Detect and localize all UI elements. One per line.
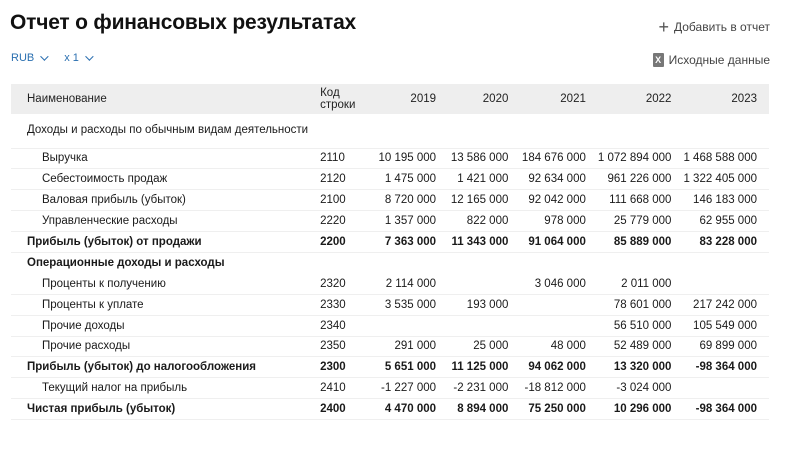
value-cell-2022: 111 668 000 bbox=[598, 190, 684, 211]
table-body bbox=[11, 114, 769, 420]
column-header-2019: 2019 bbox=[410, 93, 437, 105]
value-cell-2023: 1 468 588 000 bbox=[683, 148, 769, 169]
column-header-2020: 2020 bbox=[482, 93, 509, 105]
value-cell-2021: 92 042 000 bbox=[520, 190, 598, 211]
value-cell-2023: 217 242 000 bbox=[683, 294, 769, 315]
row-name-cell: Прочие доходы bbox=[11, 315, 320, 336]
value-cell-2020: 1 421 000 bbox=[448, 169, 520, 190]
row-code-cell: 2320 bbox=[320, 273, 374, 294]
value-cell-2019: 1 357 000 bbox=[374, 211, 448, 232]
value-cell-2019: 10 195 000 bbox=[374, 148, 448, 169]
add-to-report-button[interactable] bbox=[658, 17, 770, 37]
table-row bbox=[11, 294, 769, 315]
value-cell-2019: 5 651 000 bbox=[374, 357, 448, 378]
row-name-cell: Чистая прибыль (убыток) bbox=[11, 399, 320, 420]
value-cell-2019: 3 535 000 bbox=[374, 294, 448, 315]
chevron-down-icon bbox=[40, 52, 48, 60]
row-code-cell: 2100 bbox=[320, 190, 374, 211]
add-to-report-label: Добавить в отчет bbox=[673, 20, 770, 34]
value-cell-2022: -3 024 000 bbox=[598, 378, 684, 399]
row-code-cell: 2340 bbox=[320, 315, 374, 336]
value-cell-2022 bbox=[598, 114, 684, 148]
value-cell-2020: 25 000 bbox=[448, 336, 520, 357]
row-code-cell: 2110 bbox=[320, 148, 374, 169]
financial-results-table bbox=[11, 84, 769, 420]
row-code-cell: 2330 bbox=[320, 294, 374, 315]
value-cell-2022: 1 072 894 000 bbox=[598, 148, 684, 169]
table-row bbox=[11, 273, 769, 294]
value-cell-2020: 8 894 000 bbox=[448, 399, 520, 420]
value-cell-2021: 48 000 bbox=[520, 336, 598, 357]
value-cell-2022: 25 779 000 bbox=[598, 211, 684, 232]
value-cell-2019: 1 475 000 bbox=[374, 169, 448, 190]
value-cell-2023 bbox=[683, 114, 769, 148]
currency-value: RUB bbox=[11, 52, 35, 64]
value-cell-2020 bbox=[448, 252, 520, 273]
value-cell-2022: 13 320 000 bbox=[598, 357, 684, 378]
value-cell-2023 bbox=[683, 273, 769, 294]
row-code-cell bbox=[320, 114, 374, 148]
value-cell-2022: 85 889 000 bbox=[598, 232, 684, 253]
table-row bbox=[11, 148, 769, 169]
row-code-cell: 2120 bbox=[320, 169, 374, 190]
table-row bbox=[11, 378, 769, 399]
row-code-cell: 2300 bbox=[320, 357, 374, 378]
column-header-name: Наименование bbox=[27, 93, 107, 105]
value-cell-2023 bbox=[683, 252, 769, 273]
row-name-cell: Валовая прибыль (убыток) bbox=[11, 190, 320, 211]
table-row bbox=[11, 399, 769, 420]
value-cell-2022: 78 601 000 bbox=[598, 294, 684, 315]
value-cell-2020 bbox=[448, 315, 520, 336]
value-cell-2021: 75 250 000 bbox=[520, 399, 598, 420]
value-cell-2019: 7 363 000 bbox=[374, 232, 448, 253]
table-row bbox=[11, 232, 769, 253]
value-cell-2020 bbox=[448, 273, 520, 294]
value-cell-2023: -98 364 000 bbox=[683, 357, 769, 378]
row-name-cell: Прочие расходы bbox=[11, 336, 320, 357]
value-cell-2019: 291 000 bbox=[374, 336, 448, 357]
value-cell-2023 bbox=[683, 378, 769, 399]
value-cell-2022: 961 226 000 bbox=[598, 169, 684, 190]
value-cell-2019: 4 470 000 bbox=[374, 399, 448, 420]
value-cell-2021: 94 062 000 bbox=[520, 357, 598, 378]
value-cell-2021 bbox=[520, 315, 598, 336]
table-row bbox=[11, 169, 769, 190]
value-cell-2021: 978 000 bbox=[520, 211, 598, 232]
value-cell-2021: 184 676 000 bbox=[520, 148, 598, 169]
value-cell-2020: -2 231 000 bbox=[448, 378, 520, 399]
row-code-cell: 2400 bbox=[320, 399, 374, 420]
value-cell-2019: 2 114 000 bbox=[374, 273, 448, 294]
value-cell-2020: 11 125 000 bbox=[448, 357, 520, 378]
row-name-cell: Прибыль (убыток) до налогообложения bbox=[11, 357, 320, 378]
table-row bbox=[11, 315, 769, 336]
table-row bbox=[11, 252, 769, 273]
controls-bar bbox=[11, 52, 91, 64]
row-name-cell: Проценты к получению bbox=[11, 273, 320, 294]
value-cell-2020 bbox=[448, 114, 520, 148]
currency-dropdown[interactable] bbox=[11, 52, 46, 64]
value-cell-2021 bbox=[520, 252, 598, 273]
value-cell-2019 bbox=[374, 315, 448, 336]
value-cell-2023: 62 955 000 bbox=[683, 211, 769, 232]
row-name-cell: Текущий налог на прибыль bbox=[11, 378, 320, 399]
value-cell-2019 bbox=[374, 252, 448, 273]
value-cell-2019: -1 227 000 bbox=[374, 378, 448, 399]
value-cell-2023: 146 183 000 bbox=[683, 190, 769, 211]
row-code-cell: 2350 bbox=[320, 336, 374, 357]
row-name-cell: Выручка bbox=[11, 148, 320, 169]
value-cell-2019: 8 720 000 bbox=[374, 190, 448, 211]
value-cell-2023: 69 899 000 bbox=[683, 336, 769, 357]
multiplier-value: x 1 bbox=[64, 52, 79, 64]
value-cell-2023: 105 549 000 bbox=[683, 315, 769, 336]
table-row bbox=[11, 336, 769, 357]
value-cell-2022 bbox=[598, 252, 684, 273]
excel-icon: X bbox=[653, 53, 664, 67]
value-cell-2021 bbox=[520, 294, 598, 315]
table-row bbox=[11, 211, 769, 232]
row-code-cell: 2200 bbox=[320, 232, 374, 253]
value-cell-2021: 91 064 000 bbox=[520, 232, 598, 253]
row-name-cell: Доходы и расходы по обычным видам деятельности bbox=[11, 114, 320, 148]
value-cell-2022: 10 296 000 bbox=[598, 399, 684, 420]
column-header-2023: 2023 bbox=[731, 93, 757, 105]
value-cell-2023: -98 364 000 bbox=[683, 399, 769, 420]
row-name-cell: Проценты к уплате bbox=[11, 294, 320, 315]
value-cell-2022: 52 489 000 bbox=[598, 336, 684, 357]
row-code-cell: 2220 bbox=[320, 211, 374, 232]
table-row bbox=[11, 114, 769, 148]
value-cell-2020: 12 165 000 bbox=[448, 190, 520, 211]
plus-icon: + bbox=[658, 17, 669, 37]
column-header-code: Код строки bbox=[320, 87, 356, 111]
value-cell-2023: 83 228 000 bbox=[683, 232, 769, 253]
table-row bbox=[11, 190, 769, 211]
row-name-cell: Управленческие расходы bbox=[11, 211, 320, 232]
value-cell-2020: 13 586 000 bbox=[448, 148, 520, 169]
row-code-cell bbox=[320, 252, 374, 273]
value-cell-2020: 193 000 bbox=[448, 294, 520, 315]
value-cell-2020: 11 343 000 bbox=[448, 232, 520, 253]
row-name-cell: Себестоимость продаж bbox=[11, 169, 320, 190]
page-title: Отчет о финансовых результатах bbox=[10, 11, 357, 34]
row-name-cell: Прибыль (убыток) от продажи bbox=[11, 232, 320, 253]
row-name-cell: Операционные доходы и расходы bbox=[27, 257, 225, 270]
multiplier-dropdown[interactable] bbox=[64, 52, 91, 64]
source-data-label: Исходные данные bbox=[668, 53, 770, 67]
column-header-2022: 2022 bbox=[645, 93, 672, 105]
value-cell-2021: 3 046 000 bbox=[520, 273, 598, 294]
value-cell-2020: 822 000 bbox=[448, 211, 520, 232]
table-row bbox=[11, 357, 769, 378]
value-cell-2021: 92 634 000 bbox=[520, 169, 598, 190]
value-cell-2021 bbox=[520, 114, 598, 148]
chevron-down-icon bbox=[85, 52, 93, 60]
column-header-2021: 2021 bbox=[560, 93, 586, 105]
value-cell-2019 bbox=[374, 114, 448, 148]
value-cell-2021: -18 812 000 bbox=[520, 378, 598, 399]
value-cell-2023: 1 322 405 000 bbox=[683, 169, 769, 190]
source-data-button[interactable] bbox=[653, 53, 770, 67]
value-cell-2022: 2 011 000 bbox=[598, 273, 684, 294]
value-cell-2022: 56 510 000 bbox=[598, 315, 684, 336]
row-code-cell: 2410 bbox=[320, 378, 374, 399]
table-header-row bbox=[11, 84, 769, 114]
